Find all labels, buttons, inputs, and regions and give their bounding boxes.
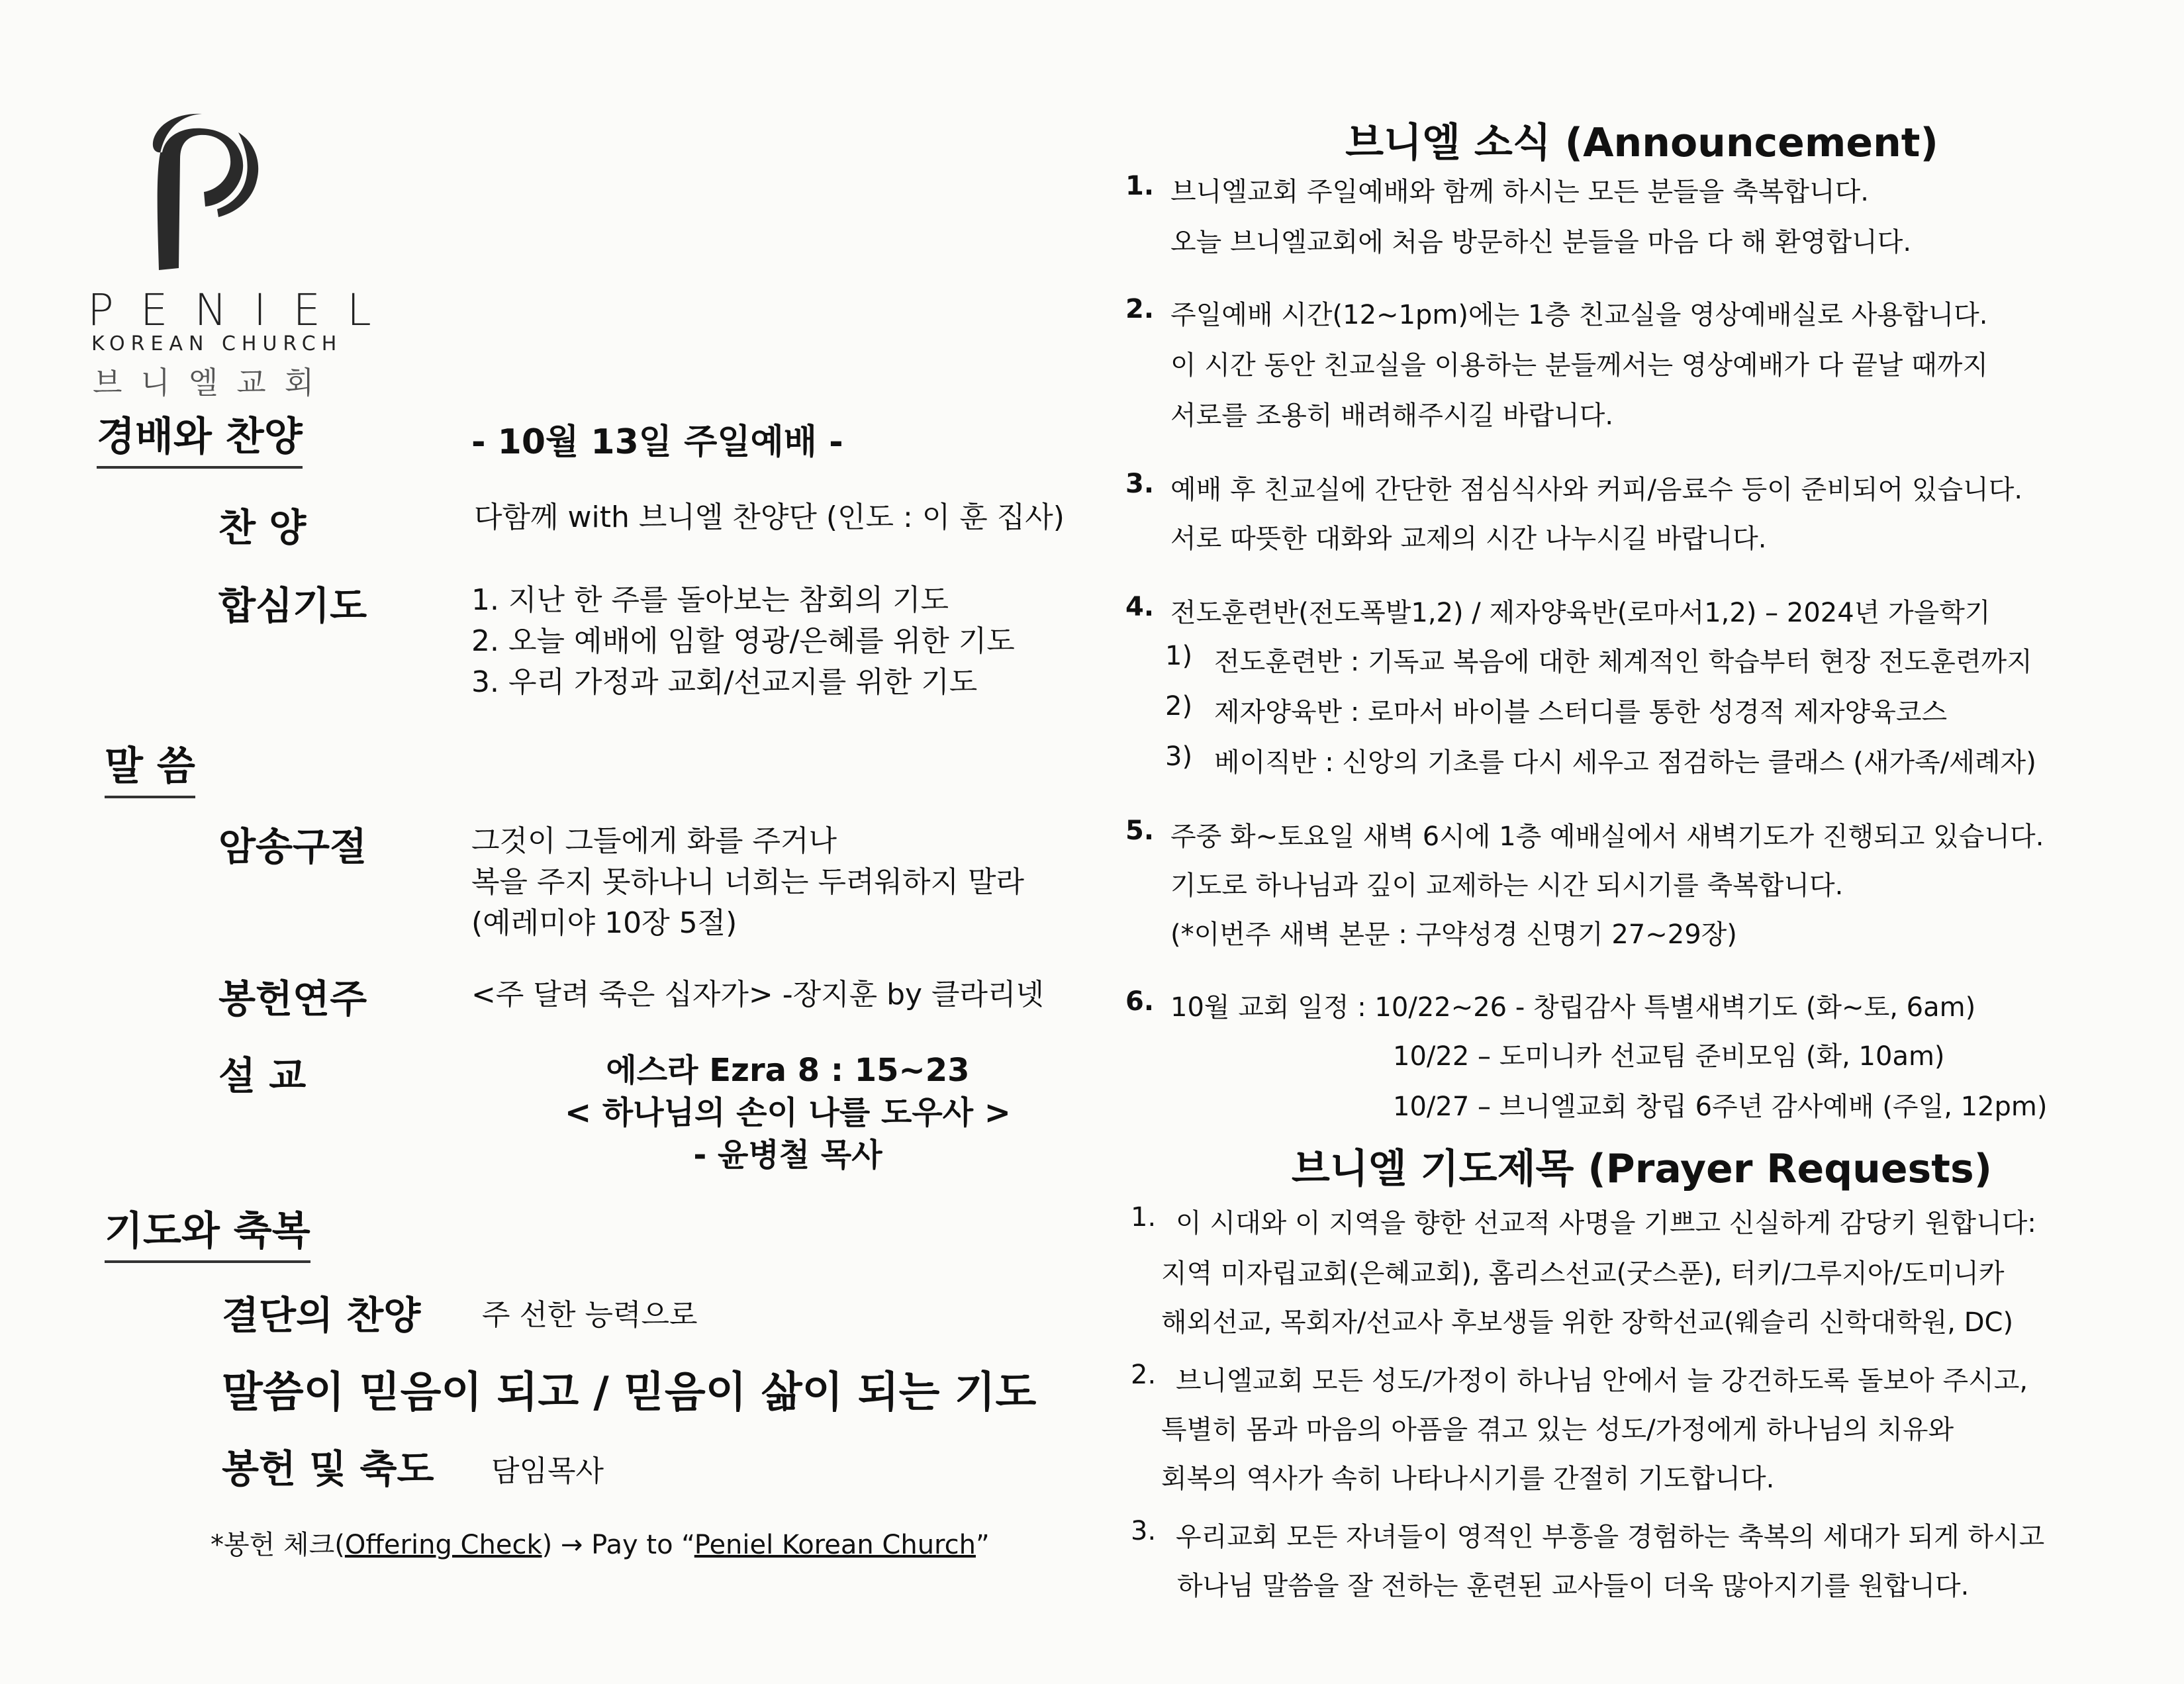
memory-verse-line-2: 복을 주지 못하나니 너희는 두려워하지 말라 — [471, 865, 1025, 899]
prayer-num: 2. — [1131, 1360, 1157, 1390]
payee-text: Peniel Korean Church — [694, 1530, 976, 1560]
prayer-item-2: 2. 오늘 예배에 임할 영광/은혜를 위한 기도 — [471, 624, 1015, 658]
prayer-line: 특별히 몸과 마음의 아픔을 겪고 있는 성도/가정에게 하나님의 치유와 — [1161, 1415, 1954, 1445]
prayer-line: 우리교회 모든 자녀들이 영적인 부흥을 경험하는 축복의 세대가 되게 하시고 — [1176, 1522, 2045, 1552]
sub-item-text: 베이직반 : 신앙의 기초를 다시 세우고 점검하는 클래스 (새가족/세례자) — [1214, 747, 2036, 778]
prayer-label: 합심기도 — [218, 583, 367, 628]
prayer-item-1: 1. 지난 한 주를 돌아보는 참회의 기도 — [471, 583, 949, 617]
prayer-line: 브니엘교회 모든 성도/가정이 하나님 안에서 늘 강건하도록 돌보아 주시고, — [1176, 1366, 2028, 1396]
announcement-line: 브니엘교회 주일예배와 함께 하시는 모든 분들을 축복합니다. — [1170, 177, 1870, 207]
note-suffix: ” — [975, 1530, 990, 1560]
section-title-prayer-blessing: 기도와 축복 — [105, 1199, 310, 1263]
announcement-num: 1. — [1125, 171, 1155, 201]
prayer-line: 회복의 역사가 속히 나타나시기를 간절히 기도합니다. — [1161, 1464, 1775, 1494]
sermon-scripture: 에스라 Ezra 8 : 15~23 — [606, 1052, 970, 1089]
response-hymn-label: 결단의 찬양 — [222, 1293, 421, 1338]
benediction-text: 담임목사 — [491, 1454, 604, 1488]
logo-brand-ko: 브니엘교회 — [93, 365, 333, 400]
announcement-line: 전도훈련반(전도폭발1,2) / 제자양육반(로마서1,2) – 2024년 가을학기 — [1170, 598, 1991, 628]
praise-text: 다함께 with 브니엘 찬양단 (인도 : 이 훈 집사) — [474, 500, 1065, 534]
announcement-num: 2. — [1125, 294, 1155, 324]
sub-item-num: 2) — [1165, 691, 1193, 722]
note-prefix: *봉헌 체크( — [211, 1530, 345, 1560]
prayer-requests-title: 브니엘 기도제목 (Prayer Requests) — [1291, 1146, 1993, 1192]
announcement-num: 5. — [1125, 816, 1155, 846]
memory-verse-ref: (예레미야 10장 5절) — [471, 906, 737, 940]
announcement-title: 브니엘 소식 (Announcement) — [1345, 120, 1938, 166]
sub-item-num: 3) — [1165, 741, 1193, 772]
note-middle: ) → Pay to “ — [542, 1530, 694, 1560]
benediction-label: 봉헌 및 축도 — [222, 1446, 434, 1491]
logo-brand-sub: KOREAN CHURCH — [91, 332, 343, 355]
offering-music-label: 봉헌연주 — [218, 976, 367, 1021]
announcement-line: 10월 교회 일정 : 10/22~26 - 창립감사 특별새벽기도 (화~토, 6am) — [1170, 992, 1976, 1023]
section-title-worship: 경배와 찬양 — [97, 405, 303, 469]
prayer-num: 3. — [1131, 1516, 1157, 1546]
announcement-num: 3. — [1125, 469, 1155, 499]
announcement-num: 4. — [1125, 592, 1155, 622]
logo-brand-en: PENIEL — [87, 285, 398, 336]
announcement-line: 서로 따뜻한 대화와 교제의 시간 나누시길 바랍니다. — [1170, 524, 1767, 554]
prayer-line: 지역 미자립교회(은혜교회), 홈리스선교(굿스푼), 터키/그루지아/도미니카 — [1161, 1258, 2005, 1289]
prayer-item-3: 3. 우리 가정과 교회/선교지를 위한 기도 — [471, 665, 978, 699]
announcement-line: 오늘 브니엘교회에 처음 방문하신 분들을 마음 다 해 환영합니다. — [1170, 227, 1912, 257]
schedule-line: 10/22 – 도미니카 선교팀 준비모임 (화, 10am) — [1393, 1041, 1945, 1072]
section-title-word: 말 씀 — [105, 735, 195, 798]
offering-check-note — [211, 1524, 990, 1562]
sub-item-text: 제자양육반 : 로마서 바이블 스터디를 통한 성경적 제자양육코스 — [1214, 697, 1948, 727]
announcement-num: 6. — [1125, 986, 1155, 1017]
prayer-line: 하나님 말씀을 잘 전하는 훈련된 교사들이 더욱 많아지기를 원합니다. — [1177, 1571, 1970, 1601]
offering-music-text: <주 달려 죽은 십자가> -장지훈 by 클라리넷 — [471, 978, 1045, 1011]
response-hymn-text: 주 선한 능력으로 — [482, 1298, 698, 1332]
announcement-line: 이 시간 동안 친교실을 이용하는 분들께서는 영상예배가 다 끝날 때까지 — [1170, 350, 1988, 381]
announcement-line: (*이번주 새벽 본문 : 구약성경 신명기 27~29장) — [1170, 919, 1737, 950]
prayer-num: 1. — [1131, 1202, 1157, 1233]
sub-item-num: 1) — [1165, 641, 1193, 671]
prayer-line: 말씀이 믿음이 되고 / 믿음이 삶이 되는 기도 — [222, 1368, 1037, 1417]
sub-item-text: 전도훈련반 : 기독교 복음에 대한 체계적인 학습부터 현장 전도훈련까지 — [1214, 647, 2032, 677]
announcement-line: 기도로 하나님과 깊이 교제하는 시간 되시기를 축복합니다. — [1170, 870, 1844, 901]
prayer-line: 이 시대와 이 지역을 향한 선교적 사명을 기쁘고 신실하게 감당키 원합니다: — [1176, 1208, 2036, 1239]
schedule-line: 10/27 – 브니엘교회 창립 6주년 감사예배 (주일, 12pm) — [1393, 1092, 2048, 1122]
announcement-line: 서로를 조용히 배려해주시길 바랍니다. — [1170, 400, 1614, 431]
memory-verse-line-1: 그것이 그들에게 화를 주거나 — [471, 824, 837, 858]
sermon-label: 설 교 — [218, 1053, 307, 1098]
prayer-line: 해외선교, 목회자/선교사 후보생들 위한 장학선교(웨슬리 신학대학원, DC) — [1161, 1307, 2014, 1338]
peniel-logo-icon — [139, 106, 291, 271]
praise-label: 찬 양 — [218, 505, 307, 550]
sermon-preacher: - 윤병철 목사 — [693, 1137, 882, 1174]
announcement-line: 예배 후 친교실에 간단한 점심식사와 커피/음료수 등이 준비되어 있습니다. — [1170, 475, 2023, 505]
announcement-line: 주일예배 시간(12~1pm)에는 1층 친교실을 영상예배실로 사용합니다. — [1170, 300, 1988, 330]
offering-check-text: Offering Check — [344, 1530, 542, 1560]
announcement-line: 주중 화~토요일 새벽 6시에 1층 예배실에서 새벽기도가 진행되고 있습니다. — [1170, 821, 2044, 852]
service-title: - 10월 13일 주일예배 - — [471, 422, 843, 462]
memory-verse-label: 암송구절 — [218, 824, 367, 869]
sermon-title: < 하나님의 손이 나를 도우사 > — [564, 1094, 1012, 1131]
